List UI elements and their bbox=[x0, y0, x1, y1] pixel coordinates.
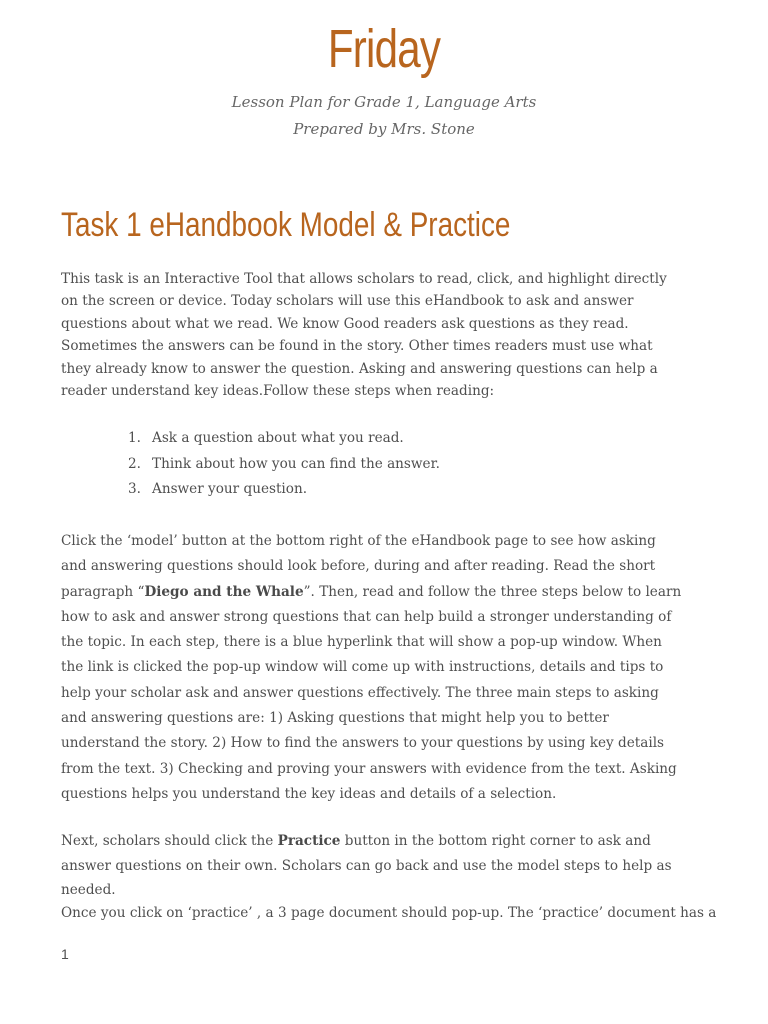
lesson-plan-subtitle: Lesson Plan for Grade 1, Language Arts bbox=[231, 93, 537, 111]
step-number: 3. bbox=[128, 481, 141, 498]
practice-instructions-paragraph bbox=[61, 829, 683, 903]
step-number: 1. bbox=[128, 430, 141, 446]
story-title: Diego and the Whale bbox=[144, 583, 304, 600]
intro-paragraph: This task is an Interactive Tool that allows scholars to read, click, and highlight directly on the screen or device. Today scholars will use this eHandbook to ask and answer questions about what we read. We know Good readers ask questions as they read. Sometimes the answers can be found in the story. Other times readers must use what they already know to answer the question. Asking and answering questions can help a reader understand key ideas.Follow these steps when reading: bbox=[61, 271, 667, 400]
steps-list bbox=[128, 427, 440, 504]
continuation-paragraph: Once you click on ‘practice’ , a 3 page document should pop-up. The ‘practice’ document has a bbox=[61, 905, 717, 921]
section-heading: Task 1 eHandbook Model & Practice bbox=[61, 206, 511, 244]
step-number: 2. bbox=[128, 455, 141, 472]
step-text: Answer your question. bbox=[152, 481, 308, 498]
model-instructions-paragraph bbox=[61, 529, 683, 807]
list-item bbox=[128, 478, 440, 504]
step-text: Ask a question about what you read. bbox=[152, 430, 404, 446]
prepared-by-subtitle: Prepared by Mrs. Stone bbox=[293, 120, 475, 138]
model-text-after: ”. Then, read and follow the three steps below to learn how to ask and answer strong questions that can help build a stronger understanding of the topic. In each step, there is a blue hyperlink that will show a pop-up window. When the link is clicked the pop-up window will come up with instructions, details and tips to help your scholar ask and answer questions effectively. The three main steps to asking and answering questions are: 1) Asking questions that might help you to better understand the story. 2) How to find the answers to your questions by using key details from the text. 3) Checking and proving your answers with evidence from the text. Asking questions helps you understand the key ideas and details of a selection. bbox=[61, 583, 682, 802]
step-text: Think about how you can find the answer. bbox=[152, 455, 440, 472]
practice-text-after: button in the bottom right corner to ask and answer questions on their own. Scholars can go back and use the model steps to help as needed. bbox=[61, 833, 672, 899]
list-item bbox=[128, 453, 440, 479]
practice-label: Practice bbox=[277, 833, 341, 849]
page-title: Friday bbox=[327, 19, 441, 79]
model-text-before: Click the ‘model’ button at the bottom right of the eHandbook page to see how asking and answering questions should look before, during and after reading. Read the short paragraph “ bbox=[61, 533, 656, 600]
list-item bbox=[128, 427, 440, 453]
practice-text-before: Next, scholars should click the bbox=[61, 833, 278, 849]
page-number: 1 bbox=[61, 946, 69, 962]
